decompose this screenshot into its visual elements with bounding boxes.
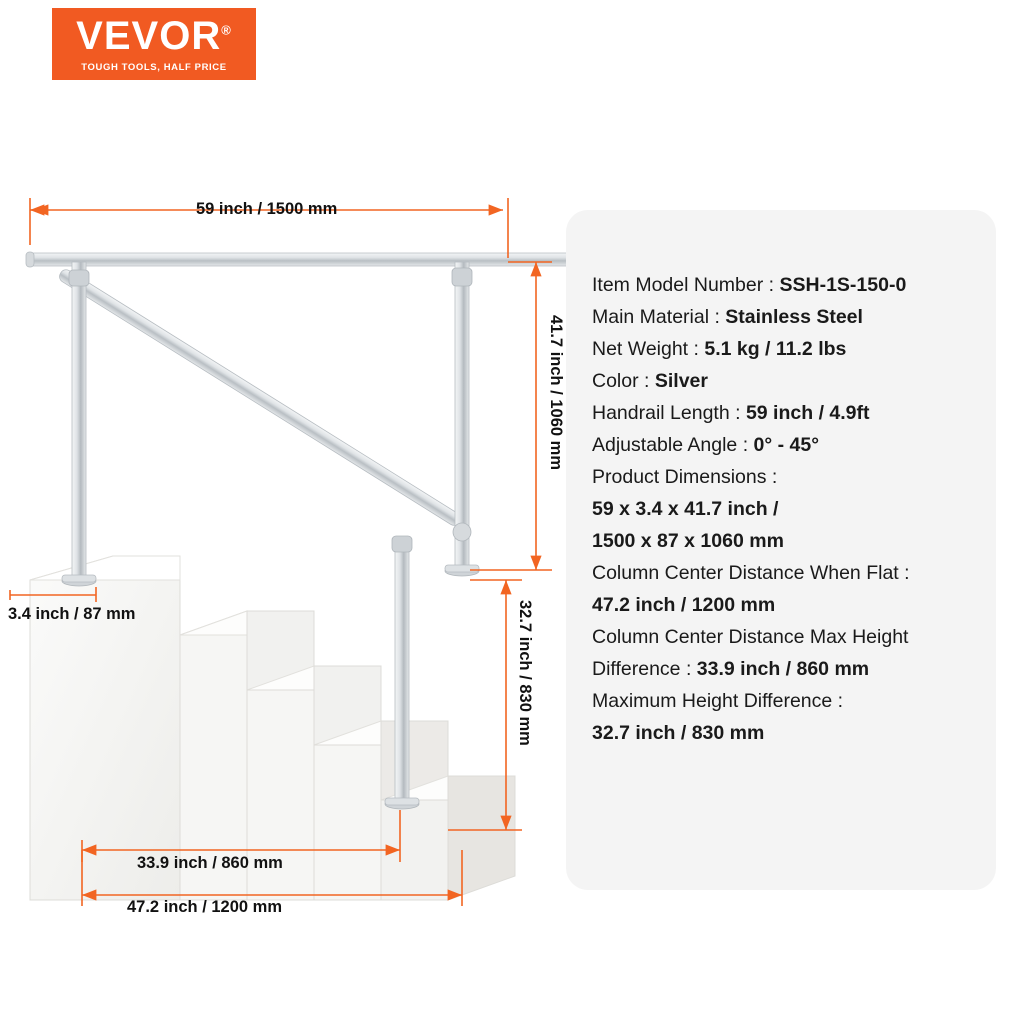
spec-label: Column Center Distance When Flat : — [592, 561, 910, 584]
spec-row — [592, 590, 976, 622]
handrail-diagram-svg — [0, 150, 566, 950]
spec-label: Color : — [592, 369, 650, 392]
brand-name-text: VEVOR — [76, 13, 222, 58]
dimension-post-spacing-incline: 33.9 inch / 860 mm — [137, 854, 283, 872]
spec-label: Adjustable Angle : — [592, 433, 749, 456]
spec-value: Stainless Steel — [725, 305, 863, 328]
spec-value: 47.2 inch / 1200 mm — [592, 593, 776, 616]
spec-label: Handrail Length : — [592, 401, 741, 424]
spec-label: Item Model Number : — [592, 274, 775, 296]
spec-value: 59 inch / 4.9ft — [745, 401, 870, 424]
spec-label: Net Weight : — [592, 337, 699, 360]
specification-list — [592, 270, 976, 750]
spec-label: Maximum Height Difference : — [592, 689, 844, 712]
spec-value: SSH-1S-150-0 — [779, 274, 907, 296]
spec-row — [592, 334, 976, 366]
spec-label: Column Center Distance Max Height — [592, 625, 909, 648]
spec-value: 33.9 inch / 860 mm — [696, 657, 870, 680]
product-dimension-illustration — [0, 150, 566, 950]
dimension-step-height: 32.7 inch / 830 mm — [516, 600, 534, 746]
dimension-rail-height: 41.7 inch / 1060 mm — [547, 315, 565, 471]
spec-row — [592, 494, 976, 526]
spec-row — [592, 622, 976, 654]
spec-row — [592, 462, 976, 494]
spec-value: 32.7 inch / 830 mm — [592, 721, 765, 744]
spec-value: 1500 x 87 x 1060 mm — [592, 529, 784, 552]
spec-row — [592, 430, 976, 462]
spec-label: Difference : — [592, 657, 692, 680]
brand-name — [76, 13, 232, 58]
spec-value: 59 x 3.4 x 41.7 inch / — [592, 497, 779, 520]
spec-label: Product Dimensions : — [592, 465, 778, 488]
specification-panel — [566, 210, 996, 890]
dimension-top-length: 59 inch / 1500 mm — [196, 200, 338, 218]
spec-value: 0° - 45° — [753, 433, 820, 456]
spec-row — [592, 398, 976, 430]
spec-row — [592, 718, 976, 750]
brand-tagline: TOUGH TOOLS, HALF PRICE — [81, 61, 227, 73]
spec-row — [592, 526, 976, 558]
spec-row — [592, 654, 976, 686]
spec-value: 5.1 kg / 11.2 lbs — [704, 337, 847, 360]
spec-row — [592, 302, 976, 334]
spec-value: Silver — [654, 369, 708, 392]
spec-row — [592, 270, 976, 302]
brand-logo — [52, 8, 256, 80]
dimension-rail-thickness: 3.4 inch / 87 mm — [8, 605, 136, 623]
spec-row — [592, 686, 976, 718]
spec-label: Main Material : — [592, 305, 720, 328]
spec-row — [592, 366, 976, 398]
dimension-post-spacing-flat: 47.2 inch / 1200 mm — [127, 898, 283, 916]
registered-mark-icon: ® — [221, 22, 232, 38]
spec-row — [592, 558, 976, 590]
